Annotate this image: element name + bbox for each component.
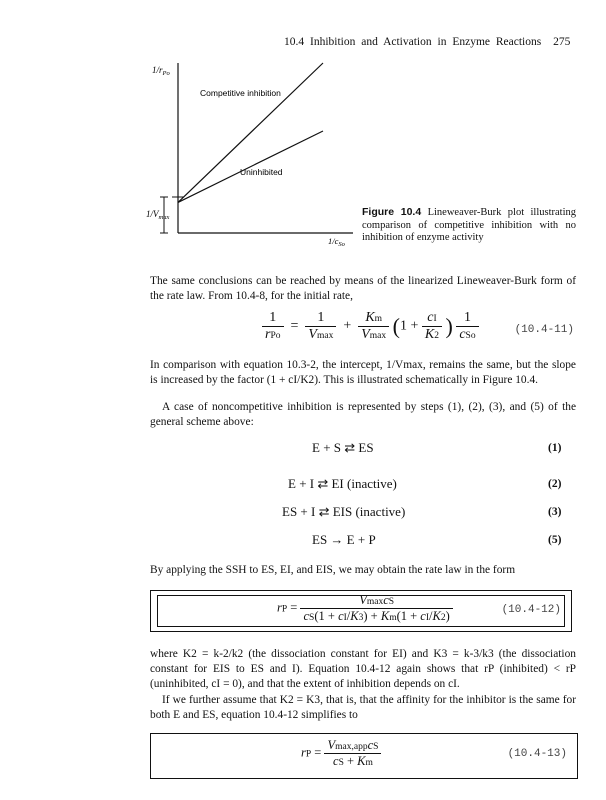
running-header bbox=[284, 36, 570, 48]
step-1: E + S ⇄ ES bbox=[312, 440, 374, 455]
x-axis-label: $1/c_{So}$ bbox=[328, 236, 345, 248]
label-competitive-inhibition: Competitive inhibition bbox=[200, 88, 281, 98]
step-1-number: (1) bbox=[548, 442, 562, 454]
caption-title: Figure 10.4 bbox=[362, 206, 422, 218]
caption-text: Lineweaver-Burk plot illustrating comparison of competitive inhibition with no inhibition of enzyme activity bbox=[362, 207, 576, 243]
step-2-number: (2) bbox=[548, 478, 562, 490]
paragraph-3: A case of noncompetitive inhibition is represented by steps (1), (2), (3), and (5) of the general scheme above: bbox=[150, 401, 576, 428]
equation-box-10-4-13 bbox=[150, 733, 578, 779]
paragraph-1: The same conclusions can be reached by means of the linearized Lineweaver-Burk form of the rate law. From 10.4-8, for the initial rate, bbox=[150, 275, 576, 302]
paragraph-2: In comparison with equation 10.3-2, the intercept, 1/Vmax, remains the same, but the slope is increased by the factor (1 + cI/K2). This is illustrated schematically in Figure 10.4. bbox=[150, 359, 576, 386]
equation-number-12: (10.4-12) bbox=[501, 604, 561, 616]
step-5-number: (5) bbox=[548, 534, 562, 546]
paragraph-5: where K2 = k-2/k2 (the dissociation constant for EI) and K3 = k-3/k3 (the dissociation constant for EIS to ES and I). Equation 10.4-12 again shows that rP (inhibited) < rP (uninhibited, cI = 0), and that the extent of inhibition depends on cI. bbox=[150, 648, 576, 690]
page-number: 275 bbox=[553, 36, 571, 48]
equation-number-11: (10.4-11) bbox=[514, 324, 574, 336]
intercept-label: $1/V_{max}$ bbox=[146, 209, 170, 221]
step-3: ES + I ⇄ EIS (inactive) bbox=[282, 504, 406, 519]
y-axis-label: $1/r_{Po}$ bbox=[152, 65, 170, 77]
label-uninhibited: Uninhibited bbox=[240, 167, 283, 177]
step-3-number: (3) bbox=[548, 506, 562, 518]
equation-10-4-13: rP = $\frac{\text{Vmax,appcS}}{cS + Km}$ bbox=[301, 738, 381, 769]
series-line-competitive-inhibition bbox=[178, 63, 323, 202]
paragraph-6: If we further assume that K2 = K3, that is, that the affinity for the inhibitor is the same for both E and ES, equation 10.4-12 simplifies to bbox=[150, 694, 576, 721]
equation-number-13: (10.4-13) bbox=[507, 748, 567, 760]
figure-caption bbox=[362, 206, 576, 245]
paragraph-4: By applying the SSH to ES, EI, and EIS, we may obtain the rate law in the form bbox=[150, 564, 516, 576]
equation-box-10-4-12 bbox=[150, 590, 572, 632]
running-title: 10.4 Inhibition and Activation in Enzyme Reactions bbox=[284, 36, 542, 48]
equation-10-4-11: $\frac{1}{\text{rPo}}$ = $\frac{1}{Vmax}$ + $\frac{Km}{Vmax}$ (1 + $\frac{cI}{K2}$ ) $\frac{1}{\text{cSo}}$ bbox=[262, 310, 479, 343]
step-5: ES → E + P bbox=[312, 532, 376, 547]
equation-10-4-12: rP = $\frac{\text{VmaxcS}}{cS(1 + cI/K3) + Km(1 + cI/K2)}$ bbox=[277, 593, 453, 624]
step-2: E + I ⇄ EI (inactive) bbox=[288, 476, 397, 491]
